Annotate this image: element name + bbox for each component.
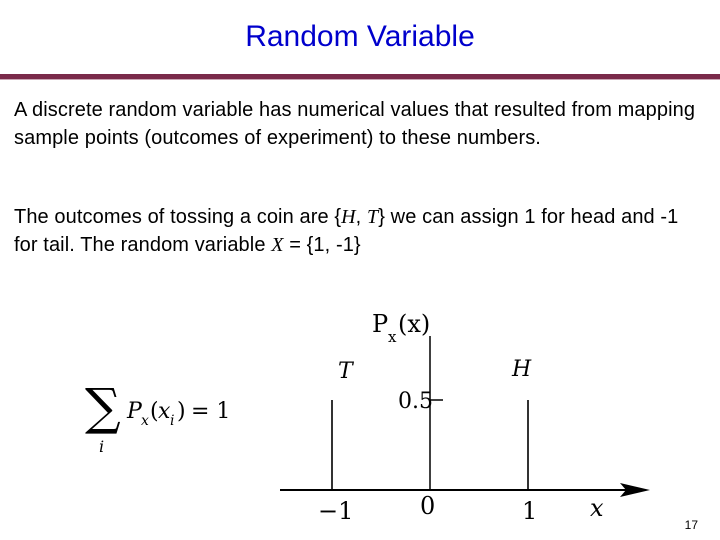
- title-divider: [0, 74, 720, 80]
- ylabel-sub: x: [388, 328, 397, 346]
- formula-x-sub: i: [170, 413, 175, 429]
- sum-index: i: [99, 437, 105, 456]
- pmf-graph: [280, 308, 680, 540]
- formula-P-sub: x: [141, 413, 149, 429]
- formula-equals-one: = 1: [191, 399, 231, 424]
- ylabel-P: P: [372, 310, 389, 338]
- p2-comma: ,: [355, 206, 367, 228]
- p2-text-1: The outcomes of tossing a coin are {: [14, 206, 342, 228]
- x-tick-label-1: 1: [522, 497, 538, 525]
- bar-label-T: T: [338, 359, 353, 384]
- ylabel-arg: (x): [398, 310, 431, 338]
- formula-P: P: [127, 399, 142, 424]
- slide-title: Random Variable: [245, 20, 475, 53]
- x-axis-label: x: [590, 494, 604, 522]
- formula-close-paren: ): [177, 399, 186, 424]
- probability-sum-formula: [85, 376, 275, 456]
- p2-T: T: [367, 206, 379, 228]
- formula-x: x: [158, 399, 171, 424]
- bar-label-H: H: [512, 357, 532, 382]
- p2-text-2: } we can assign 1 for head and -1 for tail. The random variable: [14, 206, 679, 256]
- p2-H: H: [341, 206, 356, 228]
- sum-symbol: ∑: [85, 378, 121, 436]
- x-tick-label-neg1: −1: [318, 497, 354, 525]
- page-number: 17: [684, 518, 698, 532]
- paragraph-definition: A discrete random variable has numerical values that resulted from mapping sample points (outcomes of experiment) to these numbers.: [14, 99, 696, 149]
- paragraph-coin-example: [14, 203, 704, 259]
- y-tick-label-0.5: 0.5: [398, 389, 433, 414]
- x-tick-label-0: 0: [420, 492, 436, 520]
- p2-X: X: [271, 234, 284, 256]
- p2-text-3: = {1, -1}: [283, 234, 361, 256]
- formula-open-paren: (: [150, 399, 159, 424]
